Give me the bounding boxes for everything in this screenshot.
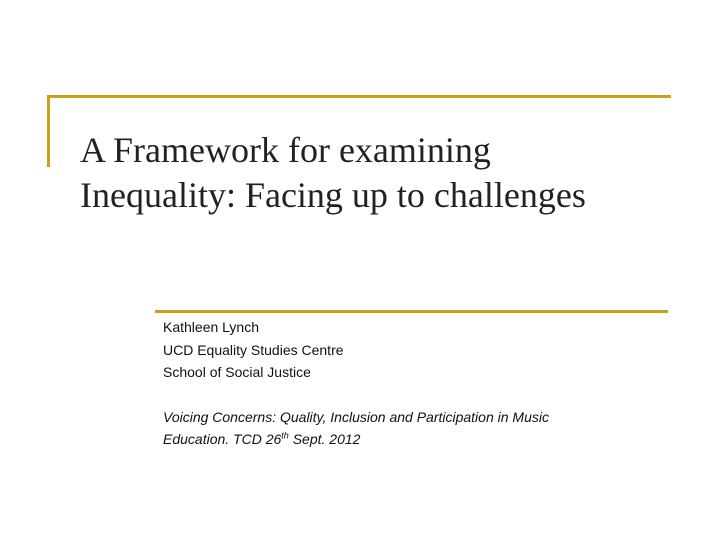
- subtitle-block: [163, 316, 683, 451]
- spacer: [163, 384, 683, 406]
- event-line-1: Voicing Concerns: Quality, Inclusion and Participation in Music: [163, 408, 549, 425]
- presenter-centre: UCD Equality Studies Centre: [163, 341, 344, 358]
- title-left-bar: [47, 95, 50, 167]
- slide-title: [80, 128, 700, 218]
- title-top-rule: [47, 95, 671, 98]
- presenter-name: Kathleen Lynch: [163, 319, 259, 335]
- subtitle-top-rule: [155, 310, 668, 313]
- event-line-2: [163, 428, 683, 451]
- presenter-school: School of Social Justice: [163, 364, 311, 380]
- title-line-1: A Framework for examining: [80, 130, 491, 170]
- event-date-prefix: Education. TCD 26: [163, 431, 282, 447]
- title-line-2: Inequality: Facing up to challenges: [80, 175, 586, 215]
- event-date-suffix: Sept. 2012: [288, 431, 361, 447]
- event-date-ordinal: th: [281, 430, 289, 441]
